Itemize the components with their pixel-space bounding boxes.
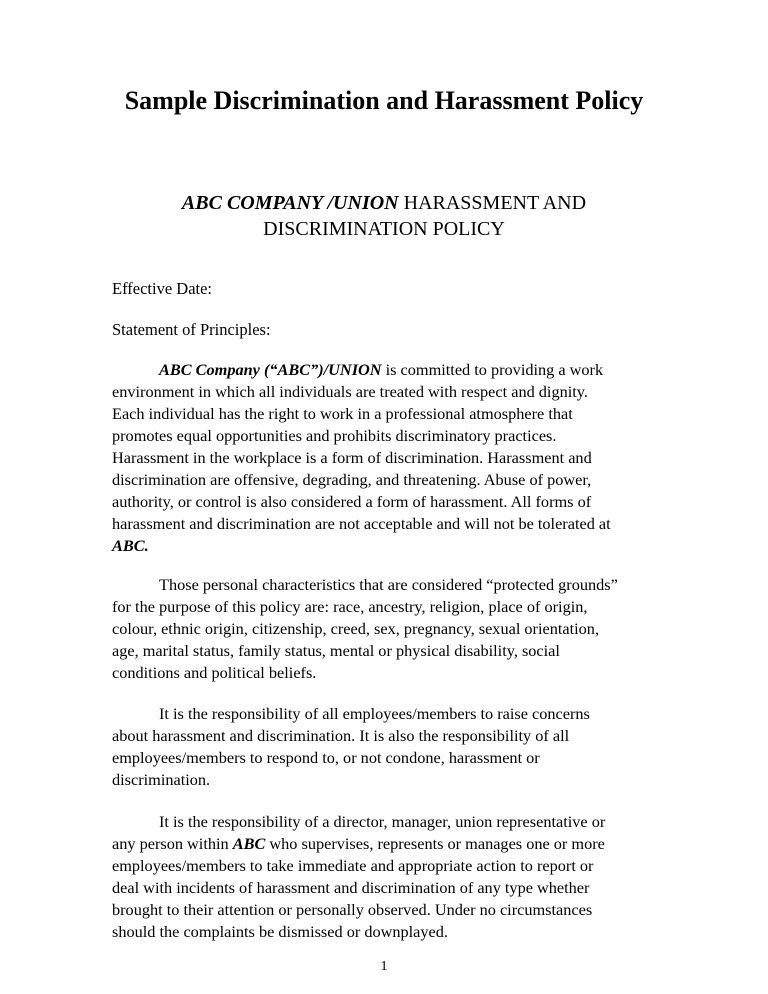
paragraph-protected-grounds [112, 574, 660, 684]
paragraph-line [112, 359, 660, 381]
paragraph-text: any person within [112, 834, 233, 853]
subtitle-line-2: DISCRIMINATION POLICY [263, 218, 505, 240]
paragraph-line: colour, ethnic origin, citizenship, creed, sex, pregnancy, sexual orientation, [112, 619, 600, 638]
paragraph-line: discrimination. [112, 770, 211, 789]
paragraph-line: age, marital status, family status, mental or physical disability, social [112, 641, 560, 660]
paragraph-line: conditions and political beliefs. [112, 663, 317, 682]
company-abbrev-emphasis: ABC [232, 834, 266, 853]
paragraph-text: is committed to providing a work [381, 360, 604, 379]
paragraph-line: deal with incidents of harassment and discrimination of any type whether [112, 878, 590, 897]
subtitle-company-union: ABC COMPANY /UNION [181, 192, 399, 214]
paragraph-line: brought to their attention or personally observed. Under no circumstances [112, 900, 593, 919]
effective-date-label: Effective Date: [112, 279, 213, 298]
paragraph-line: It is the responsibility of a director, manager, union representative or [159, 812, 606, 831]
paragraph-line: Each individual has the right to work in a professional atmosphere that [112, 404, 573, 423]
paragraph-line: Harassment in the workplace is a form of discrimination. Harassment and [112, 448, 592, 467]
paragraph-text: who supervises, represents or manages one or more [265, 834, 605, 853]
paragraph-line: ABC. [112, 536, 149, 555]
company-name-emphasis: ABC Company (“ABC”)/UNION [159, 360, 382, 379]
paragraph-line: discrimination are offensive, degrading, and threatening. Abuse of power, [112, 470, 592, 489]
paragraph-line: for the purpose of this policy are: race, ancestry, religion, place of origin, [112, 597, 588, 616]
paragraph-line: It is the responsibility of all employees/members to raise concerns [159, 704, 590, 723]
paragraph-line: employees/members to take immediate and appropriate action to report or [112, 856, 594, 875]
subtitle-line-1-rest: HARASSMENT AND [398, 192, 587, 214]
document-title: Sample Discrimination and Harassment Policy [124, 86, 644, 115]
statement-of-principles-label: Statement of Principles: [112, 320, 271, 339]
paragraph-line: authority, or control is also considered a form of harassment. All forms of [112, 492, 592, 511]
paragraph-line: employees/members to respond to, or not condone, harassment or [112, 748, 540, 767]
policy-subtitle [130, 190, 638, 242]
paragraph-line: harassment and discrimination are not acceptable and will not be tolerated at [112, 514, 611, 533]
paragraph-employee-responsibility [112, 703, 660, 791]
paragraph-line: should the complaints be dismissed or downplayed. [112, 922, 448, 941]
paragraph-manager-responsibility [112, 811, 660, 943]
paragraph-line: environment in which all individuals are treated with respect and dignity. [112, 382, 588, 401]
paragraph-line [112, 833, 660, 855]
paragraph-line: about harassment and discrimination. It is also the responsibility of all [112, 726, 570, 745]
paragraph-line: promotes equal opportunities and prohibits discriminatory practices. [112, 426, 557, 445]
paragraph-commitment [112, 359, 660, 557]
page-number: 1 [380, 959, 388, 974]
paragraph-line: Those personal characteristics that are considered “protected grounds” [159, 575, 618, 594]
